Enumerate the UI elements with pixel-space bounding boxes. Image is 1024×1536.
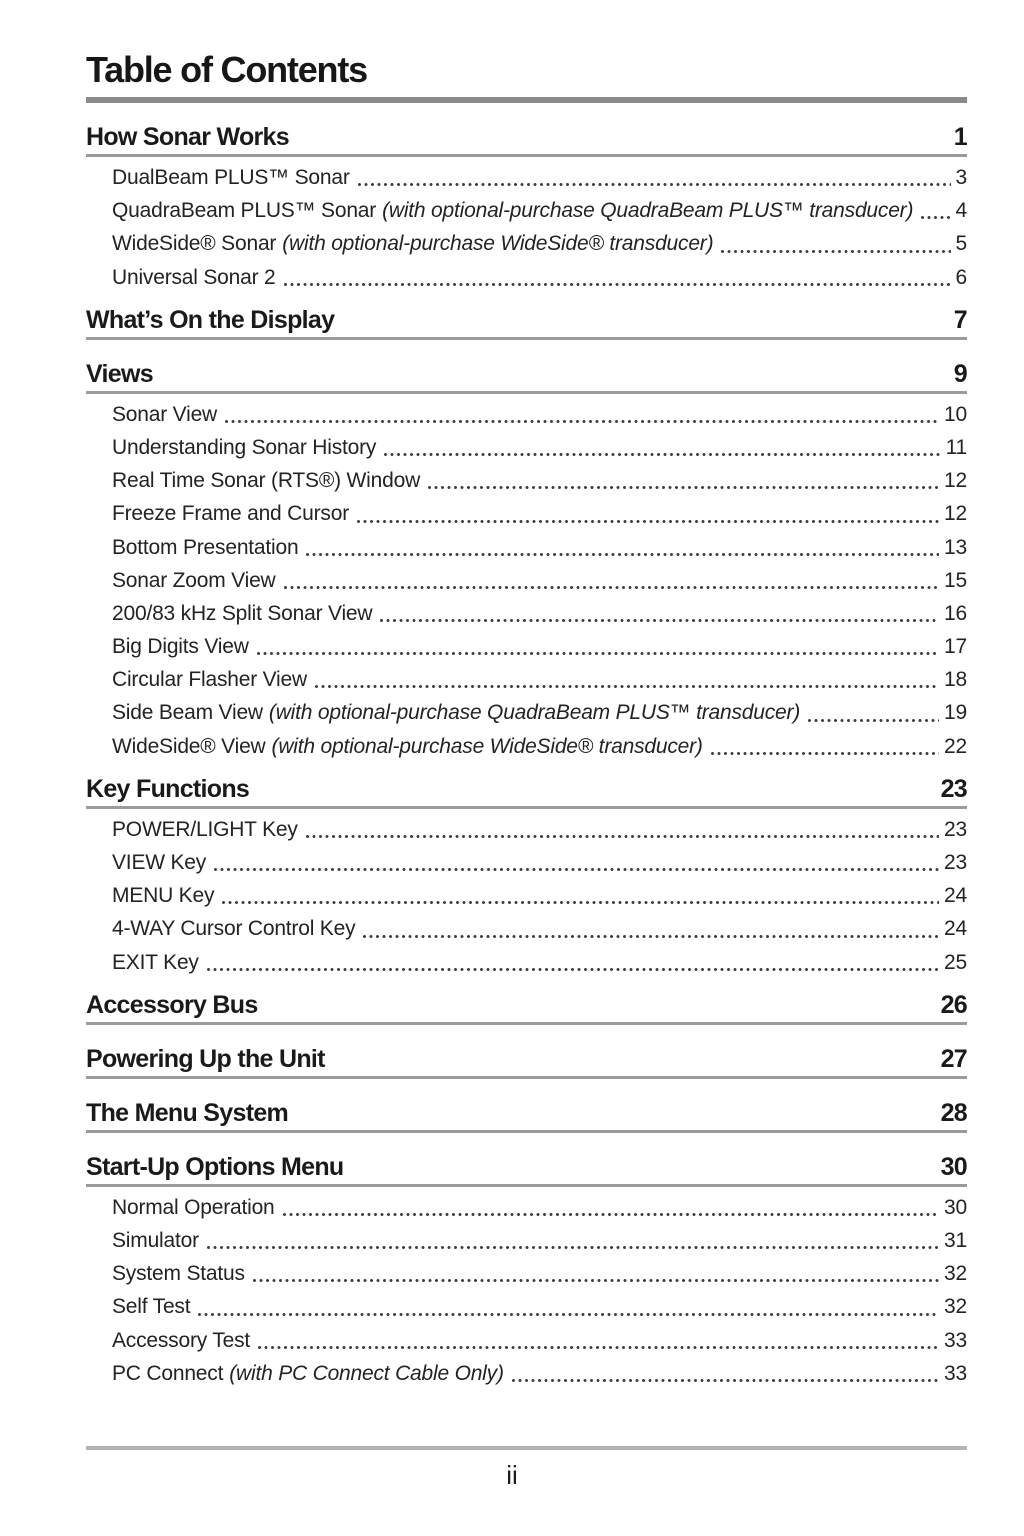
dot-leader [357, 520, 939, 523]
toc-entry [112, 946, 967, 979]
toc-entry [112, 879, 967, 912]
title-rule [86, 97, 967, 103]
entry-label [112, 912, 355, 945]
toc-entry [112, 597, 967, 630]
toc-entry [112, 497, 967, 530]
entry-label [112, 497, 349, 530]
entry-label [112, 1357, 504, 1390]
section-title: The Menu System [86, 1098, 289, 1127]
dot-leader [808, 719, 939, 722]
entry-text: System Status [112, 1262, 245, 1286]
toc-entry [112, 663, 967, 696]
dot-leader [512, 1379, 939, 1382]
section-title: Start-Up Options Menu [86, 1152, 344, 1181]
entry-label [112, 879, 214, 912]
entry-label [112, 564, 276, 597]
section-heading [86, 774, 967, 809]
entry-page-number: 4 [955, 199, 967, 223]
entry-page-number: 12 [944, 502, 967, 526]
toc-page [86, 49, 967, 1385]
toc-entry [112, 813, 967, 846]
section-heading [86, 1098, 967, 1133]
dot-leader [225, 420, 939, 423]
folio-page-number: ii [506, 1460, 518, 1490]
toc-entry [112, 261, 967, 294]
toc-entry [112, 1324, 967, 1357]
toc-entry [112, 398, 967, 431]
section-page-number: 30 [940, 1152, 967, 1181]
footer-rule [86, 1446, 967, 1450]
entry-text: Freeze Frame and Cursor [112, 502, 349, 526]
entry-label [112, 531, 298, 564]
entry-label [112, 1224, 199, 1257]
toc-entry [112, 431, 967, 464]
toc-section-whats-on-the-display [86, 305, 967, 340]
entry-text: Big Digits View [112, 635, 249, 659]
entry-label [112, 464, 420, 497]
entry-text-italic: (with optional-purchase QuadraBeam PLUS™ transducer) [382, 199, 914, 223]
entry-page-number: 31 [944, 1228, 967, 1252]
entry-label [112, 696, 800, 729]
section-title: Views [86, 359, 153, 388]
dot-leader [207, 1246, 939, 1249]
entry-text-italic: (with optional-purchase WideSide® transducer) [282, 232, 714, 256]
entry-text: Real Time Sonar (RTS®) Window [112, 469, 421, 493]
dot-leader [358, 183, 951, 186]
section-page-number: 23 [940, 774, 967, 803]
section-entries [86, 398, 967, 763]
entry-text: Sonar View [112, 402, 218, 426]
dot-leader [258, 1346, 939, 1349]
section-page-number: 7 [953, 305, 967, 334]
section-heading [86, 1044, 967, 1079]
dot-leader [284, 283, 951, 286]
entry-page-number: 17 [944, 635, 967, 659]
entry-text: WideSide® Sonar [112, 232, 277, 256]
entry-page-number: 24 [944, 917, 967, 941]
entry-text: POWER/LIGHT Key [112, 817, 298, 841]
entry-label [112, 597, 372, 630]
toc-entry [112, 630, 967, 663]
entry-text: PC Connect [112, 1361, 224, 1385]
entry-page-number: 32 [944, 1295, 967, 1319]
section-heading [86, 990, 967, 1025]
dot-leader [253, 1279, 939, 1282]
entry-text: 4-WAY Cursor Control Key [112, 917, 356, 941]
entry-label [112, 846, 206, 879]
entry-text: Sonar Zoom View [112, 568, 276, 592]
entry-text-italic: (with optional-purchase QuadraBeam PLUS™ transducer) [268, 701, 801, 725]
section-page-number: 9 [953, 359, 967, 388]
section-heading [86, 305, 967, 340]
entry-page-number: 5 [955, 232, 967, 256]
entry-text: Self Test [112, 1295, 191, 1319]
dot-leader [315, 685, 939, 688]
page-title: Table of Contents [86, 49, 367, 90]
entry-page-number: 16 [944, 601, 967, 625]
entry-text: MENU Key [112, 884, 215, 908]
section-page-number: 26 [940, 990, 967, 1019]
entry-label [112, 227, 713, 260]
entry-page-number: 33 [944, 1328, 967, 1352]
dot-leader [257, 652, 939, 655]
entry-page-number: 10 [944, 402, 967, 426]
entry-text: Understanding Sonar History [112, 435, 377, 459]
toc-entry [112, 1290, 967, 1323]
entry-text: WideSide® View [112, 734, 266, 758]
dot-leader [721, 250, 950, 253]
toc-section-key-functions [86, 774, 967, 979]
section-entries [86, 813, 967, 979]
toc-entry [112, 531, 967, 564]
entry-text: DualBeam PLUS™ Sonar [112, 166, 350, 189]
section-page-number: 27 [940, 1044, 967, 1073]
entry-label [112, 161, 350, 194]
section-page-number: 1 [953, 123, 967, 151]
entry-page-number: 6 [955, 265, 967, 289]
toc-entry [112, 1357, 967, 1390]
toc-entry [112, 464, 967, 497]
entry-page-number: 13 [944, 535, 967, 559]
section-heading [86, 125, 967, 157]
entry-label [112, 398, 217, 431]
dot-leader [921, 216, 950, 219]
entry-label [112, 730, 703, 763]
dot-leader [306, 835, 939, 838]
entry-page-number: 18 [944, 668, 967, 692]
entry-label [112, 1290, 190, 1323]
entry-text: Circular Flasher View [112, 668, 307, 692]
dot-leader [283, 1213, 939, 1216]
entry-label [112, 1191, 275, 1224]
entry-label [112, 1324, 250, 1357]
toc-section-the-menu-system [86, 1098, 967, 1133]
dot-leader [214, 868, 939, 871]
section-heading [86, 359, 967, 394]
toc-section-powering-up-the-unit [86, 1044, 967, 1079]
toc-entry [112, 227, 967, 260]
dot-leader [384, 453, 940, 456]
entry-text: EXIT Key [112, 950, 199, 974]
dot-leader [222, 901, 939, 904]
entry-page-number: 30 [944, 1195, 967, 1219]
entry-label [112, 1257, 245, 1290]
toc-entry [112, 730, 967, 763]
entry-page-number: 11 [945, 435, 967, 459]
entry-label [112, 813, 298, 846]
entry-text: Normal Operation [112, 1195, 275, 1219]
entry-page-number: 15 [944, 568, 967, 592]
toc-entry [112, 564, 967, 597]
entry-page-number: 22 [944, 734, 967, 758]
dot-leader [198, 1313, 939, 1316]
entry-page-number: 23 [944, 851, 967, 874]
entry-text: VIEW Key [112, 851, 207, 874]
entry-text: Accessory Test [112, 1328, 251, 1352]
section-page-number: 28 [940, 1098, 967, 1127]
entry-label [112, 194, 913, 227]
entry-text-italic: (with PC Connect Cable Only) [229, 1361, 504, 1385]
toc-entry [112, 912, 967, 945]
dot-leader [306, 553, 939, 556]
entry-label [112, 663, 307, 696]
entry-label [112, 630, 249, 663]
section-heading [86, 1152, 967, 1187]
toc-entry [112, 1257, 967, 1290]
entry-text: Simulator [112, 1228, 199, 1252]
section-title: What’s On the Display [86, 305, 335, 334]
dot-leader [380, 619, 939, 622]
entry-page-number: 32 [944, 1262, 967, 1286]
entry-page-number: 19 [944, 701, 967, 725]
entry-label [112, 261, 276, 294]
section-entries [86, 1191, 967, 1390]
toc-entry [112, 1224, 967, 1257]
section-title: Powering Up the Unit [86, 1044, 325, 1073]
entry-page-number: 12 [944, 469, 967, 493]
dot-leader [284, 586, 940, 589]
entry-text: QuadraBeam PLUS™ Sonar [112, 199, 377, 223]
entry-text: Universal Sonar 2 [112, 265, 276, 289]
entry-text: 200/83 kHz Split Sonar View [112, 601, 373, 625]
entry-text-italic: (with optional-purchase WideSide® transducer) [271, 734, 703, 758]
section-entries [86, 161, 967, 294]
toc-section-views [86, 359, 967, 763]
toc-section-accessory-bus [86, 990, 967, 1025]
entry-page-number: 33 [944, 1361, 967, 1385]
toc-entry [112, 696, 967, 729]
entry-label [112, 946, 199, 979]
toc-section-how-sonar-works [86, 125, 967, 294]
toc-entry [112, 846, 967, 879]
entry-label [112, 431, 376, 464]
entry-text: Bottom Presentation [112, 535, 299, 559]
entry-page-number: 25 [944, 950, 967, 974]
entry-page-number: 23 [944, 817, 967, 841]
entry-text: Side Beam View [112, 701, 263, 725]
toc-section-start-up-options-menu [86, 1152, 967, 1390]
dot-leader [711, 752, 939, 755]
section-title: How Sonar Works [86, 123, 289, 151]
section-title: Accessory Bus [86, 990, 258, 1019]
toc-entry [112, 161, 967, 194]
toc-entry [112, 194, 967, 227]
dot-leader [428, 486, 939, 489]
dot-leader [207, 968, 939, 971]
toc-entry [112, 1191, 967, 1224]
entry-page-number: 3 [955, 166, 967, 189]
entry-page-number: 24 [944, 884, 967, 908]
section-title: Key Functions [86, 774, 250, 803]
dot-leader [363, 935, 939, 938]
